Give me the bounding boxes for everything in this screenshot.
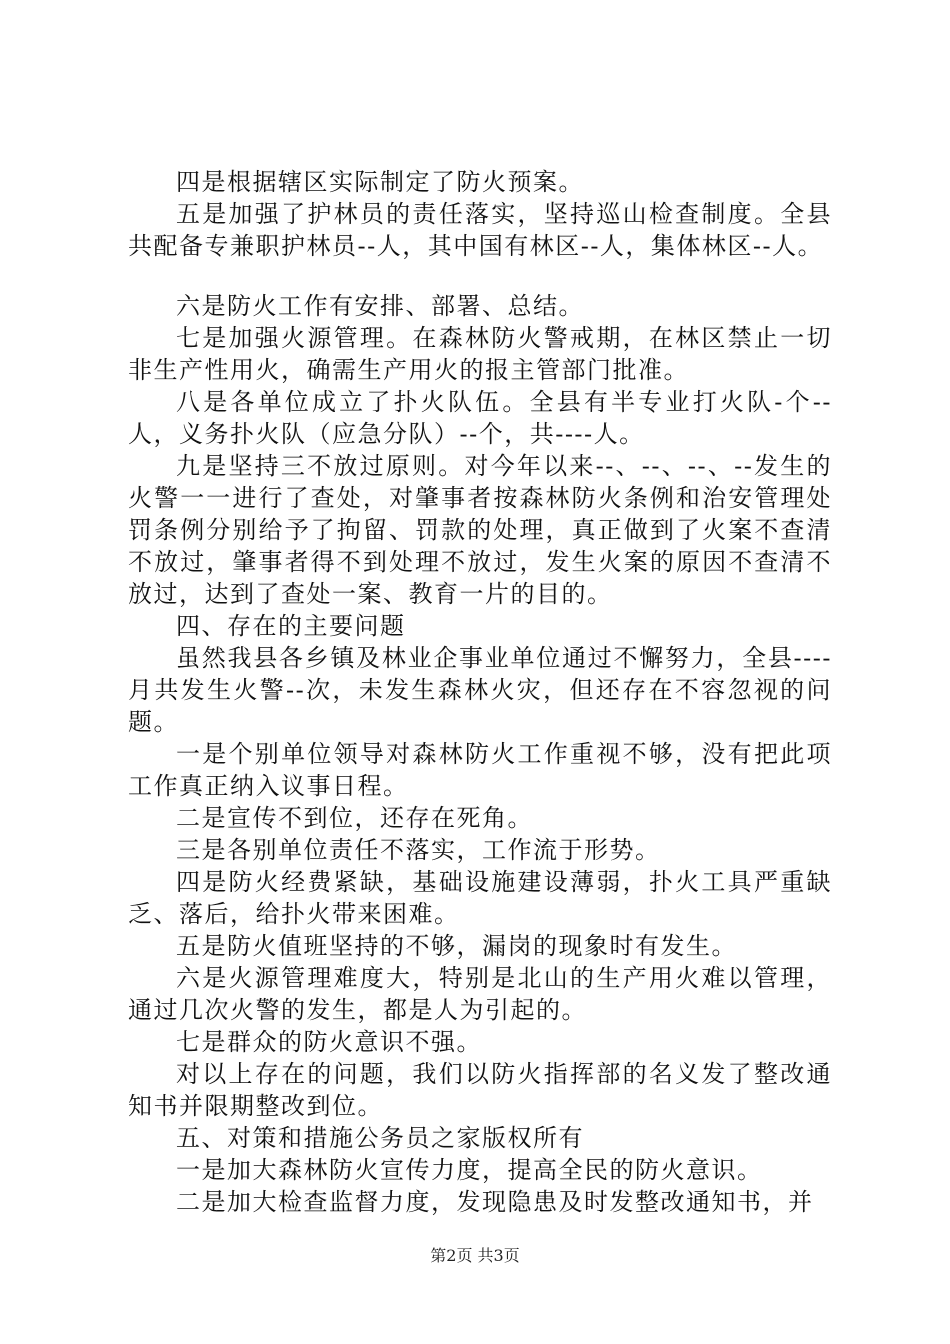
paragraph-17: 二是加大检查监督力度，发现隐患及时发整改通知书，并 <box>176 1188 814 1216</box>
paragraph-9: 二是宣传不到位，还存在死角。 <box>176 804 533 832</box>
paragraph-gap <box>128 262 832 290</box>
paragraph-5: 八是各单位成立了扑火队伍。全县有半专业打火队-个--人，义务扑火队（应急分队）--个，共----人。 <box>128 388 832 448</box>
paragraph-11: 四是防火经费紧缺，基础设施建设薄弱，扑火工具严重缺乏、落后，给扑火带来困难。 <box>128 868 832 928</box>
paragraph-3: 六是防火工作有安排、部署、总结。 <box>176 292 584 320</box>
page-number-footer: 第2页 共3页 <box>430 1246 520 1265</box>
paragraph-1: 四是根据辖区实际制定了防火预案。 <box>176 168 584 196</box>
paragraph-10: 三是各别单位责任不落实，工作流于形势。 <box>176 836 661 864</box>
document-body <box>128 166 832 1218</box>
section-heading-measures: 五、对策和措施公务员之家版权所有 <box>176 1124 584 1152</box>
paragraph-12: 五是防火值班坚持的不够，漏岗的现象时有发生。 <box>176 932 737 960</box>
paragraph-2: 五是加强了护林员的责任落实，坚持巡山检查制度。全县共配备专兼职护林员--人，其中国有林区--人，集体林区--人。 <box>128 200 832 260</box>
paragraph-16: 一是加大森林防火宣传力度，提高全民的防火意识。 <box>176 1156 763 1184</box>
paragraph-6: 九是坚持三不放过原则。对今年以来--、--、--、--发生的火警一一进行了查处，对肇事者按森林防火条例和治安管理处罚条例分别给予了拘留、罚款的处理，真正做到了火案不查清不放过，肇事者得不到处理不放过，发生火案的原因不查清不放过，达到了查处一案、教育一片的目的。 <box>128 452 832 608</box>
paragraph-8: 一是个别单位领导对森林防火工作重视不够，没有把此项工作真正纳入议事日程。 <box>128 740 832 800</box>
paragraph-4: 七是加强火源管理。在森林防火警戒期，在林区禁止一切非生产性用火，确需生产用火的报主管部门批准。 <box>128 324 832 384</box>
paragraph-13: 六是火源管理难度大，特别是北山的生产用火难以管理，通过几次火警的发生，都是人为引起的。 <box>128 964 832 1024</box>
paragraph-14: 七是群众的防火意识不强。 <box>176 1028 482 1056</box>
paragraph-15: 对以上存在的问题，我们以防火指挥部的名义发了整改通知书并限期整改到位。 <box>128 1060 832 1120</box>
section-heading-problems: 四、存在的主要问题 <box>176 612 406 640</box>
paragraph-7: 虽然我县各乡镇及林业企事业单位通过不懈努力，全县----月共发生火警--次，未发生森林火灾，但还存在不容忽视的问题。 <box>128 644 832 736</box>
